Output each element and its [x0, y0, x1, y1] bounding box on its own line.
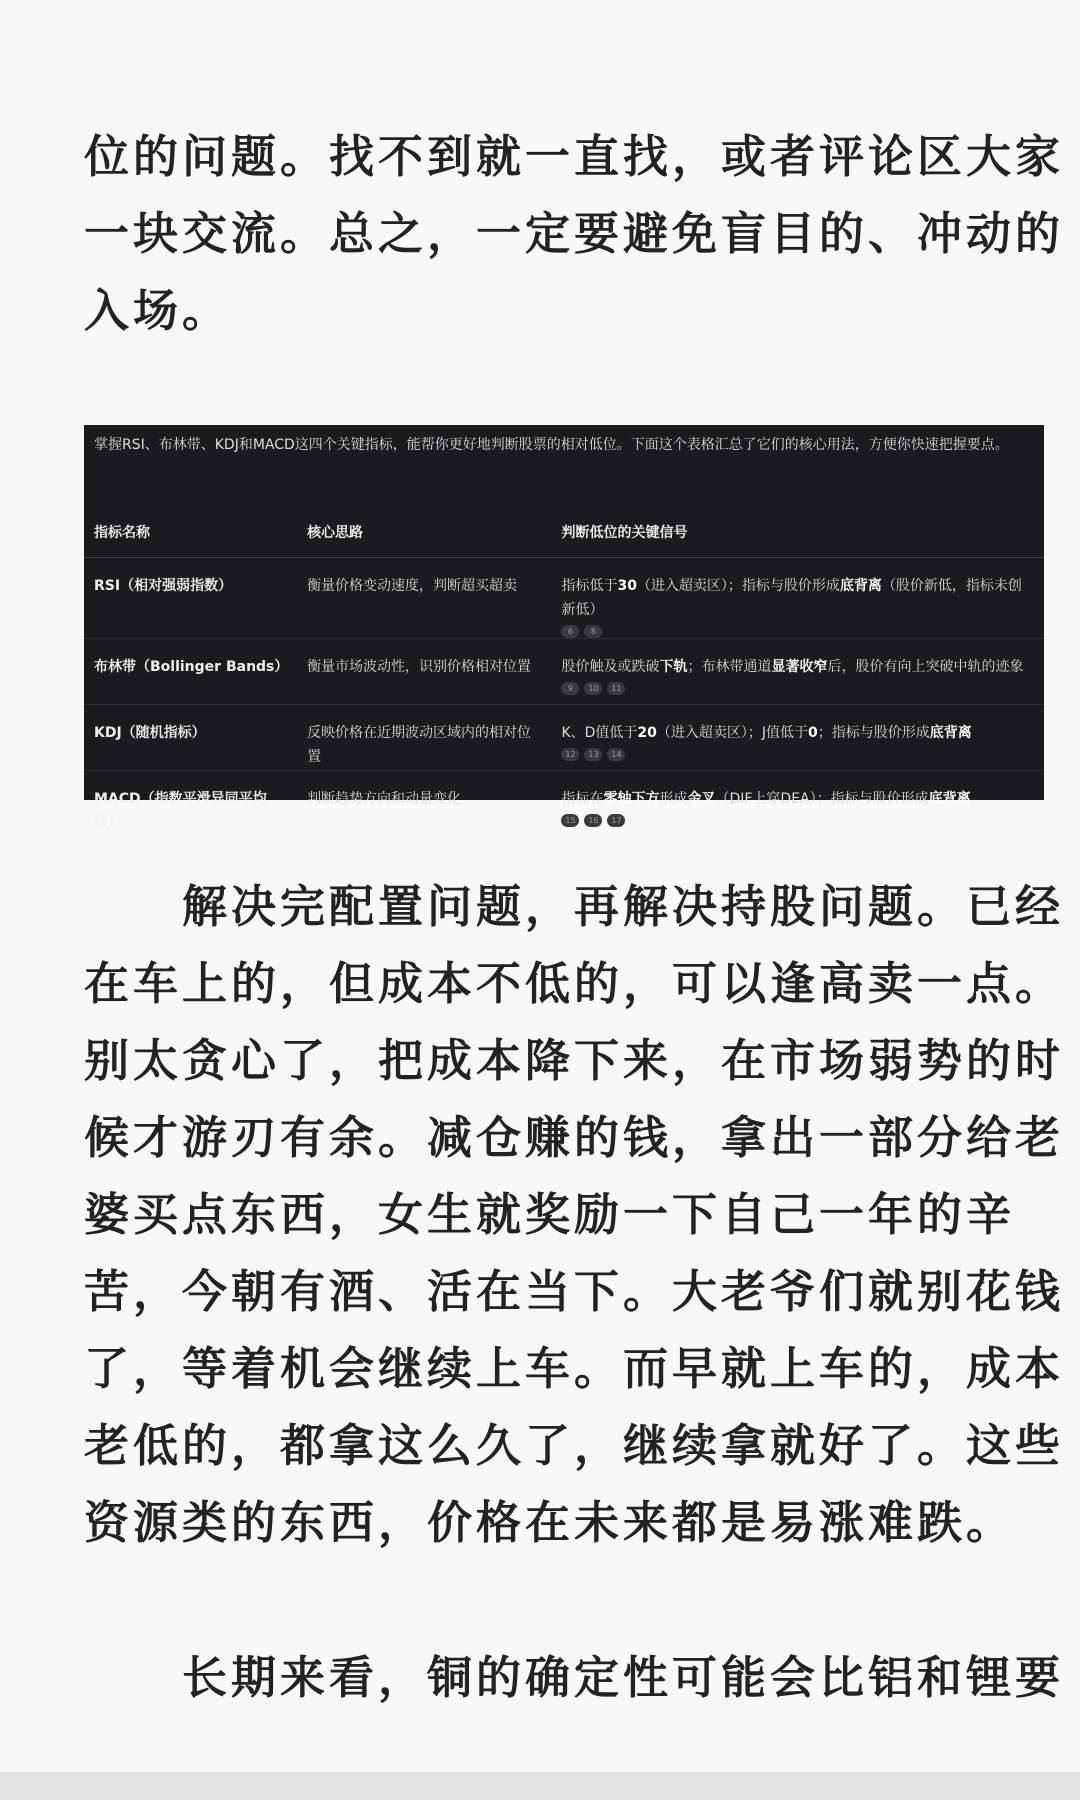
signal-text: ；指标与股价形成 — [817, 725, 930, 741]
signal-emphasis: 底背离 — [929, 725, 972, 741]
citation-badge[interactable]: 15 — [561, 814, 579, 827]
citation-list — [561, 680, 1034, 695]
signal-emphasis: 底背离 — [928, 791, 971, 807]
indicator-idea: 反映价格在近期波动区域内的相对位置 — [297, 705, 551, 771]
table-header-row — [84, 507, 1044, 558]
text-line: 了，等着机会继续上车。而早就上车的，成本 — [84, 1342, 1065, 1395]
text-line: 苦，今朝有酒、活在当下。大老爷们就别花钱 — [84, 1265, 1065, 1318]
citation-badge[interactable]: 12 — [561, 748, 579, 761]
signal-emphasis: 下轨 — [659, 659, 688, 675]
signal-text: （进入超卖区）；J值低于 — [656, 725, 809, 741]
column-header: 判断低位的关键信号 — [551, 507, 1044, 558]
table-row — [84, 705, 1044, 771]
bottom-bar — [0, 1772, 1080, 1800]
signal-text: 股价触及或跌破 — [561, 659, 660, 675]
indicator-table — [84, 507, 1044, 837]
citation-list — [561, 623, 1034, 638]
text-line: 入场。 — [84, 284, 232, 337]
indicator-signal — [551, 639, 1044, 705]
citation-badge[interactable]: 10 — [584, 682, 602, 695]
signal-text: 形成 — [659, 791, 688, 807]
signal-text: 指标低于 — [561, 578, 618, 594]
citation-badge[interactable]: 14 — [607, 748, 625, 761]
signal-emphasis: 金叉 — [687, 791, 716, 807]
text-line: 资源类的东西，价格在未来都是易涨难跌。 — [84, 1496, 1016, 1549]
signal-text: ；布林带通道 — [687, 659, 772, 675]
table-body — [84, 558, 1044, 837]
text-line: 在车上的，但成本不低的，可以逢高卖一点。 — [84, 957, 1065, 1010]
citation-badge[interactable]: 16 — [584, 814, 602, 827]
indicator-signal — [551, 705, 1044, 771]
indicator-idea: 衡量价格变动速度，判断超买超卖 — [297, 558, 551, 639]
table-row — [84, 639, 1044, 705]
text-line: 长期来看，铜的确定性可能会比铝和锂要 — [84, 1651, 1065, 1704]
table-row — [84, 558, 1044, 639]
paragraph-holding — [84, 868, 1065, 1561]
table-row — [84, 771, 1044, 837]
paragraph-intro — [84, 118, 1065, 349]
indicator-signal — [551, 771, 1044, 837]
text-line: 老低的，都拿这么久了，继续拿就好了。这些 — [84, 1419, 1065, 1472]
text-line: 候才游刃有余。减仓赚的钱，拿出一部分给老 — [84, 1111, 1065, 1164]
signal-text: 后，股价有向上突破中轨的迹象 — [827, 659, 1024, 675]
signal-emphasis: 20 — [637, 725, 657, 741]
citation-badge[interactable]: 8 — [584, 625, 602, 638]
indicator-name: KDJ（随机指标） — [84, 705, 297, 771]
column-header: 指标名称 — [84, 507, 297, 558]
text-line: 婆买点东西，女生就奖励一下自己一年的辛 — [84, 1188, 1016, 1241]
citation-badge[interactable]: 11 — [607, 682, 625, 695]
citation-badge[interactable]: 17 — [607, 814, 625, 827]
signal-emphasis: 显著收窄 — [771, 659, 828, 675]
text-line: 一块交流。总之，一定要避免盲目的、冲动的 — [84, 207, 1065, 260]
indicator-name: MACD（指数平滑异同平均线） — [94, 791, 267, 831]
signal-text: （进入超卖区）；指标与股价形成 — [636, 578, 840, 594]
signal-emphasis: 底背离 — [839, 578, 882, 594]
indicator-signal — [551, 558, 1044, 639]
citation-list — [561, 746, 1034, 761]
signal-text: （DIF上穿DEA）；指标与股价形成 — [715, 791, 929, 807]
indicator-idea: 衡量市场波动性，识别价格相对位置 — [297, 639, 551, 705]
text-line: 别太贪心了，把成本降下来，在市场弱势的时 — [84, 1034, 1065, 1087]
signal-text: （股价新低，指标未创新低） — [561, 578, 1022, 618]
signal-emphasis: 零轴下方 — [603, 791, 660, 807]
paragraph-long-term — [84, 1639, 1065, 1716]
citation-list — [561, 812, 1034, 827]
signal-text: K、D值低于 — [561, 725, 638, 741]
signal-emphasis: 0 — [808, 725, 818, 741]
indicator-name: RSI（相对强弱指数） — [84, 558, 297, 639]
citation-badge[interactable]: 13 — [584, 748, 602, 761]
column-header: 核心思路 — [297, 507, 551, 558]
indicator-idea: 判断趋势方向和动量变化 — [307, 791, 462, 807]
indicator-name: 布林带（Bollinger Bands） — [84, 639, 297, 705]
citation-badge[interactable]: 6 — [561, 625, 579, 638]
text-line: 解决完配置问题，再解决持股问题。已经 — [84, 880, 1065, 933]
embedded-screenshot — [84, 425, 1044, 831]
screenshot-intro-text: 掌握RSI、布林带、KDJ和MACD这四个关键指标，能帮你更好地判断股票的相对低位。下面这个表格汇总了它们的核心用法，方便你快速把握要点。 — [94, 437, 1009, 453]
signal-emphasis: 30 — [617, 578, 637, 594]
text-line: 位的问题。找不到就一直找，或者评论区大家 — [84, 130, 1065, 183]
signal-text: 指标在 — [561, 791, 604, 807]
citation-badge[interactable]: 9 — [561, 682, 579, 695]
